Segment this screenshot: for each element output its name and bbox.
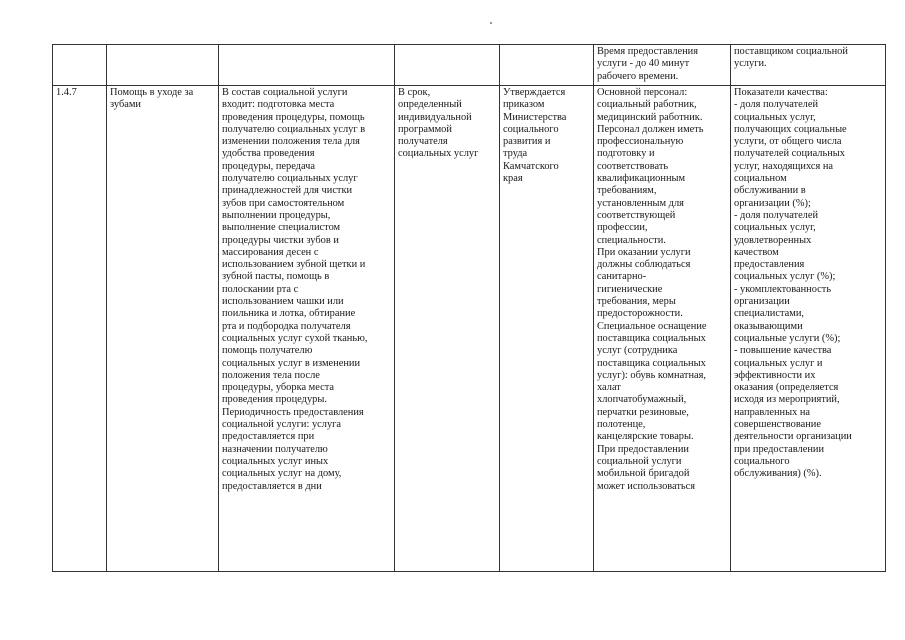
cell-name-cont (107, 45, 219, 86)
services-table (52, 44, 886, 572)
cell-content-cont (219, 45, 395, 86)
table-row (53, 86, 886, 572)
cell-indicators: Показатели качества: - доля получателей социальных услуг, получающих социальные услуги, от общего числа получателей социальных услуг, находящихся на социальном обслуживании в организации (%); - доля получателей социальных услуг, удовлетворенных качеством предоставления социальных услуг (%); - укомплектованность организации специалистами, оказывающими социальные услуги (%); - повышение качества социальных услуг и эффективности их оказания (определяется исходя из мероприятий, направленных на совершенствование деятельности организации при предоставлении социального обслуживания) (%). (731, 86, 886, 572)
cell-term-cont (395, 45, 500, 86)
cell-indicators-cont: поставщиком социальной услуги. (731, 45, 886, 86)
cell-conditions: Основной персонал: социальный работник, медицинский работник. Персонал должен иметь профессиональную подготовку и соответствовать квалификационным требованиям, установленным для соответствующей профессии, специальности. При оказании услуги должны соблюдаться санитарно- гигиенические требования, меры предосторожности. Специальное оснащение поставщика социальных услуг (сотрудника поставщика социальных услуг): обувь комнатная, халат хлопчатобумажный, перчатки резиновые, полотенце, канцелярские товары. При предоставлении социальной услуги мобильной бригадой может использоваться (594, 86, 731, 572)
cell-service-name: Помощь в уходе за зубами (107, 86, 219, 572)
cell-number-cont (53, 45, 107, 86)
scan-dot (490, 22, 492, 24)
cell-term: В срок, определенный индивидуальной программой получателя социальных услуг (395, 86, 500, 572)
cell-standard: Утверждается приказом Министерства социального развития и труда Камчатского края (500, 86, 594, 572)
cell-number: 1.4.7 (53, 86, 107, 572)
cell-service-content: В состав социальной услуги входит: подготовка места проведения процедуры, помощь получателю социальных услуг в изменении положения тела для удобства проведения процедуры, передача получателю социальных услуг принадлежностей для чистки зубов при самостоятельном выполнении процедуры, выполнение специалистом процедуры чистки зубов и массирования десен с использованием зубной щетки и зубной пасты, помощь в полоскании рта с использованием чашки или поильника и лотка, обтирание рта и подбородка получателя социальных услуг сухой тканью, помощь получателю социальных услуг в изменении положения тела после процедуры, уборка места проведения процедуры. Периодичность предоставления социальной услуги: услуга предоставляется при назначении получателю социальных услуг иных социальных услуг на дому, предоставляется в дни (219, 86, 395, 572)
cell-time-limit: Время предоставления услуги - до 40 минут рабочего времени. (594, 45, 731, 86)
table-row (53, 45, 886, 86)
cell-standard-cont (500, 45, 594, 86)
